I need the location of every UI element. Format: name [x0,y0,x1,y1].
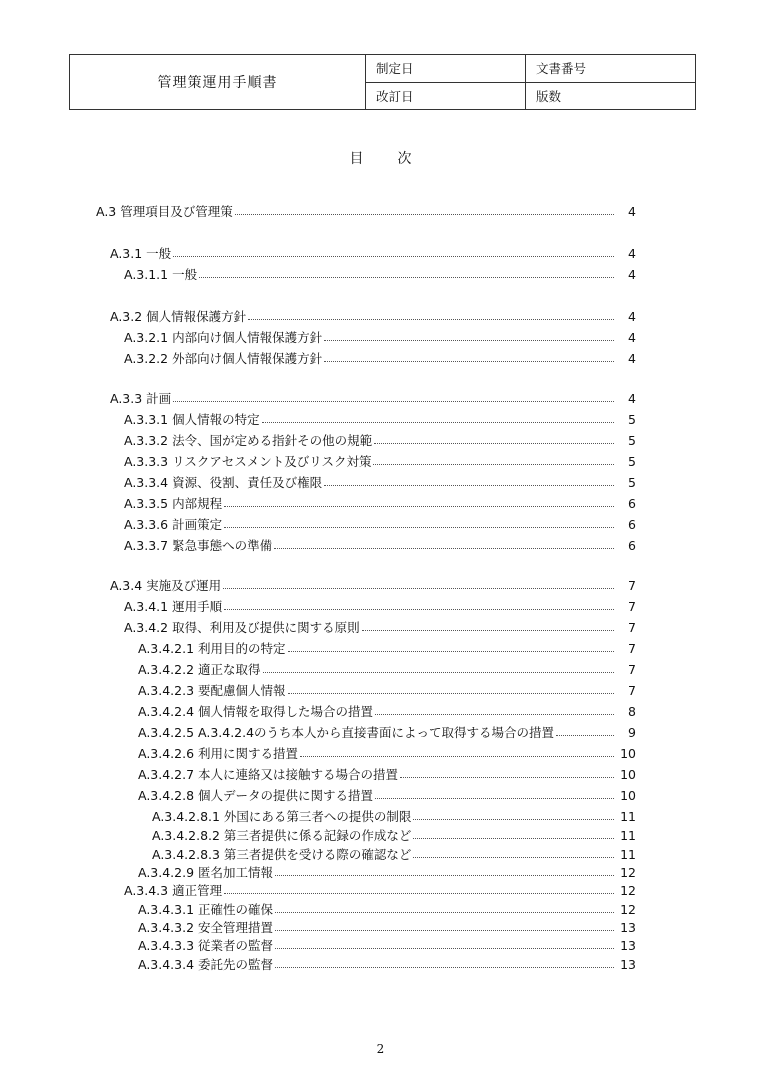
toc-entry [124,451,636,471]
toc-entry [138,862,636,882]
toc-dot-leader [275,874,614,876]
toc-entry-page: 4 [628,350,636,366]
toc-entry-title: A.3.4.2.7 本人に連絡又は接触する場合の措置 [138,767,399,782]
toc-dot-leader [224,505,614,507]
toc-entry-title: A.3 管理項目及び管理策 [96,204,233,219]
toc-entry-title: A.3.3.7 緊急事態への準備 [124,538,273,553]
toc-entry [152,825,636,845]
toc-dot-leader [275,966,614,968]
toc-dot-leader [324,339,614,341]
toc-entry-page: 4 [628,390,636,406]
toc-entry-title: A.3.4.2.4 個人情報を取得した場合の措置 [138,704,374,719]
toc-entry [124,264,636,284]
toc-entry-page: 11 [620,808,636,824]
toc-dot-leader [362,629,614,631]
toc-entry-title: A.3.4.2.8.1 外国にある第三者への提供の制限 [152,809,412,824]
toc-dot-leader [263,671,614,673]
toc-entry-page: 6 [628,516,636,532]
toc-entry [124,327,636,347]
toc-dot-leader [400,776,614,778]
toc-entry [138,722,636,742]
toc-entry [110,243,636,263]
toc-entry-page: 7 [628,640,636,656]
toc-dot-leader [248,318,614,320]
toc-entry [124,430,636,450]
toc-dot-leader [556,734,614,736]
toc-entry [124,880,636,900]
toc-entry-page: 13 [620,919,636,935]
edition-label: 版数 [526,82,696,110]
toc-entry-title: A.3.3.4 資源、役割、責任及び権限 [124,475,323,490]
toc-dot-leader [199,276,614,278]
toc-entry-page: 11 [620,846,636,862]
toc-entry-title: A.3.3 計画 [110,391,172,406]
toc-entry-page: 7 [628,619,636,635]
toc-entry-page: 5 [628,432,636,448]
toc-entry-page: 7 [628,682,636,698]
toc-entry-page: 13 [620,937,636,953]
toc-entry-title: A.3.4.2 取得、利用及び提供に関する原則 [124,620,360,635]
toc-dot-leader [173,400,614,402]
toc-entry-title: A.3.4.2.2 適正な取得 [138,662,261,677]
toc-dot-leader [413,818,614,820]
toc-entry-page: 7 [628,577,636,593]
toc-dot-leader [300,755,614,757]
established-date-label: 制定日 [366,55,526,83]
toc-entry [124,617,636,637]
revised-date-label: 改訂日 [366,82,526,110]
toc-entry [138,680,636,700]
toc-entry [138,743,636,763]
toc-entry-page: 5 [628,474,636,490]
toc-dot-leader [274,547,614,549]
toc-dot-leader [275,911,614,913]
toc-dot-leader [223,587,614,589]
toc-dot-leader [235,213,614,215]
toc-entry-title: A.3.4.2.1 利用目的の特定 [138,641,286,656]
toc-entry [124,472,636,492]
toc-entry-title: A.3.4 実施及び運用 [110,578,222,593]
toc-entry [96,201,636,221]
toc-entry [124,535,636,555]
toc-heading-left: 目 [349,151,364,167]
toc-dot-leader [288,692,614,694]
toc-entry-title: A.3.4.3.2 安全管理措置 [138,920,274,935]
toc-dot-leader [324,484,614,486]
toc-dot-leader [275,947,614,949]
toc-dot-leader [374,442,614,444]
toc-entry [138,638,636,658]
toc-entry-page: 10 [620,766,636,782]
toc-entry-page: 4 [628,329,636,345]
toc-dot-leader [224,608,614,610]
toc-entry-title: A.3.4.3.3 従業者の監督 [138,938,274,953]
toc-entry-page: 5 [628,453,636,469]
toc-entry-page: 11 [620,827,636,843]
document-title: 管理策運用手順書 [70,55,366,110]
toc-entry-page: 12 [620,901,636,917]
toc-dot-leader [275,929,614,931]
toc-entry-title: A.3.3.6 計画策定 [124,517,223,532]
toc-entry-page: 10 [620,787,636,803]
toc-dot-leader [262,421,614,423]
toc-entry-title: A.3.3.5 内部規程 [124,496,223,511]
toc-dot-leader [413,856,614,858]
toc-entry [138,764,636,784]
toc-entry [138,899,636,919]
toc-entry-title: A.3.4.2.6 利用に関する措置 [138,746,299,761]
toc-dot-leader [288,650,614,652]
toc-entry-title: A.3.3.2 法令、国が定める指針その他の規範 [124,433,373,448]
toc-entry [138,935,636,955]
toc-entry-title: A.3.4.2.8 個人データの提供に関する措置 [138,788,374,803]
toc-entry-title: A.3.4.3 適正管理 [124,883,223,898]
toc-dot-leader [373,463,614,465]
toc-entry-title: A.3.2.2 外部向け個人情報保護方針 [124,351,323,366]
toc-entry-title: A.3.4.2.9 匿名加工情報 [138,865,274,880]
toc-entry-title: A.3.2.1 内部向け個人情報保護方針 [124,330,323,345]
toc-heading-right: 次 [397,151,412,167]
toc-entry-page: 8 [628,703,636,719]
toc-entry-title: A.3.4.3.4 委託先の監督 [138,957,274,972]
page-number: 2 [376,1042,385,1056]
toc-entry-title: A.3.4.2.3 要配慮個人情報 [138,683,286,698]
toc-entry-title: A.3.4.2.5 A.3.4.2.4のうち本人から直接書面によって取得する場合の措置 [138,725,555,740]
document-number-label: 文書番号 [526,55,696,83]
toc-entry-title: A.3.4.2.8.2 第三者提供に係る記録の作成など [152,828,412,843]
toc-dot-leader [224,526,614,528]
toc-entry [138,659,636,679]
toc-entry-title: A.3.2 個人情報保護方針 [110,309,247,324]
toc-entry-page: 4 [628,266,636,282]
toc-entry [152,844,636,864]
toc-entry-page: 7 [628,598,636,614]
toc-entry [138,917,636,937]
toc-entry-page: 4 [628,308,636,324]
toc-entry-page: 5 [628,411,636,427]
toc-entry-page: 10 [620,745,636,761]
toc-dot-leader [324,360,614,362]
toc-entry [110,575,636,595]
toc-entry [124,409,636,429]
toc-entry-title: A.3.4.3.1 正確性の確保 [138,902,274,917]
toc-entry-title: A.3.1.1 一般 [124,267,198,282]
toc-entry-page: 6 [628,537,636,553]
toc-entry [138,701,636,721]
toc-entry-title: A.3.1 一般 [110,246,172,261]
toc-entry-page: 4 [628,245,636,261]
toc-dot-leader [375,713,614,715]
toc-dot-leader [224,892,614,894]
toc-entry-page: 12 [620,882,636,898]
toc-entry [124,348,636,368]
toc-entry-page: 7 [628,661,636,677]
toc-entry [124,514,636,534]
toc-entry-title: A.3.3.1 個人情報の特定 [124,412,260,427]
toc-dot-leader [413,837,614,839]
toc-entry [138,785,636,805]
toc-entry [124,493,636,513]
toc-entry [124,596,636,616]
toc-dot-leader [173,255,614,257]
toc-entry [110,306,636,326]
toc-entry-page: 4 [628,203,636,219]
toc-entry [110,388,636,408]
toc-dot-leader [375,797,614,799]
toc-entry [138,954,636,974]
toc-entry-title: A.3.4.2.8.3 第三者提供を受ける際の確認など [152,847,412,862]
toc-entry-page: 12 [620,864,636,880]
toc-entry-page: 6 [628,495,636,511]
toc-entry-title: A.3.4.1 運用手順 [124,599,223,614]
toc-entry-title: A.3.3.3 リスクアセスメント及びリスク対策 [124,454,372,469]
toc-entry-page: 9 [628,724,636,740]
toc-entry [152,806,636,826]
toc-entry-page: 13 [620,956,636,972]
